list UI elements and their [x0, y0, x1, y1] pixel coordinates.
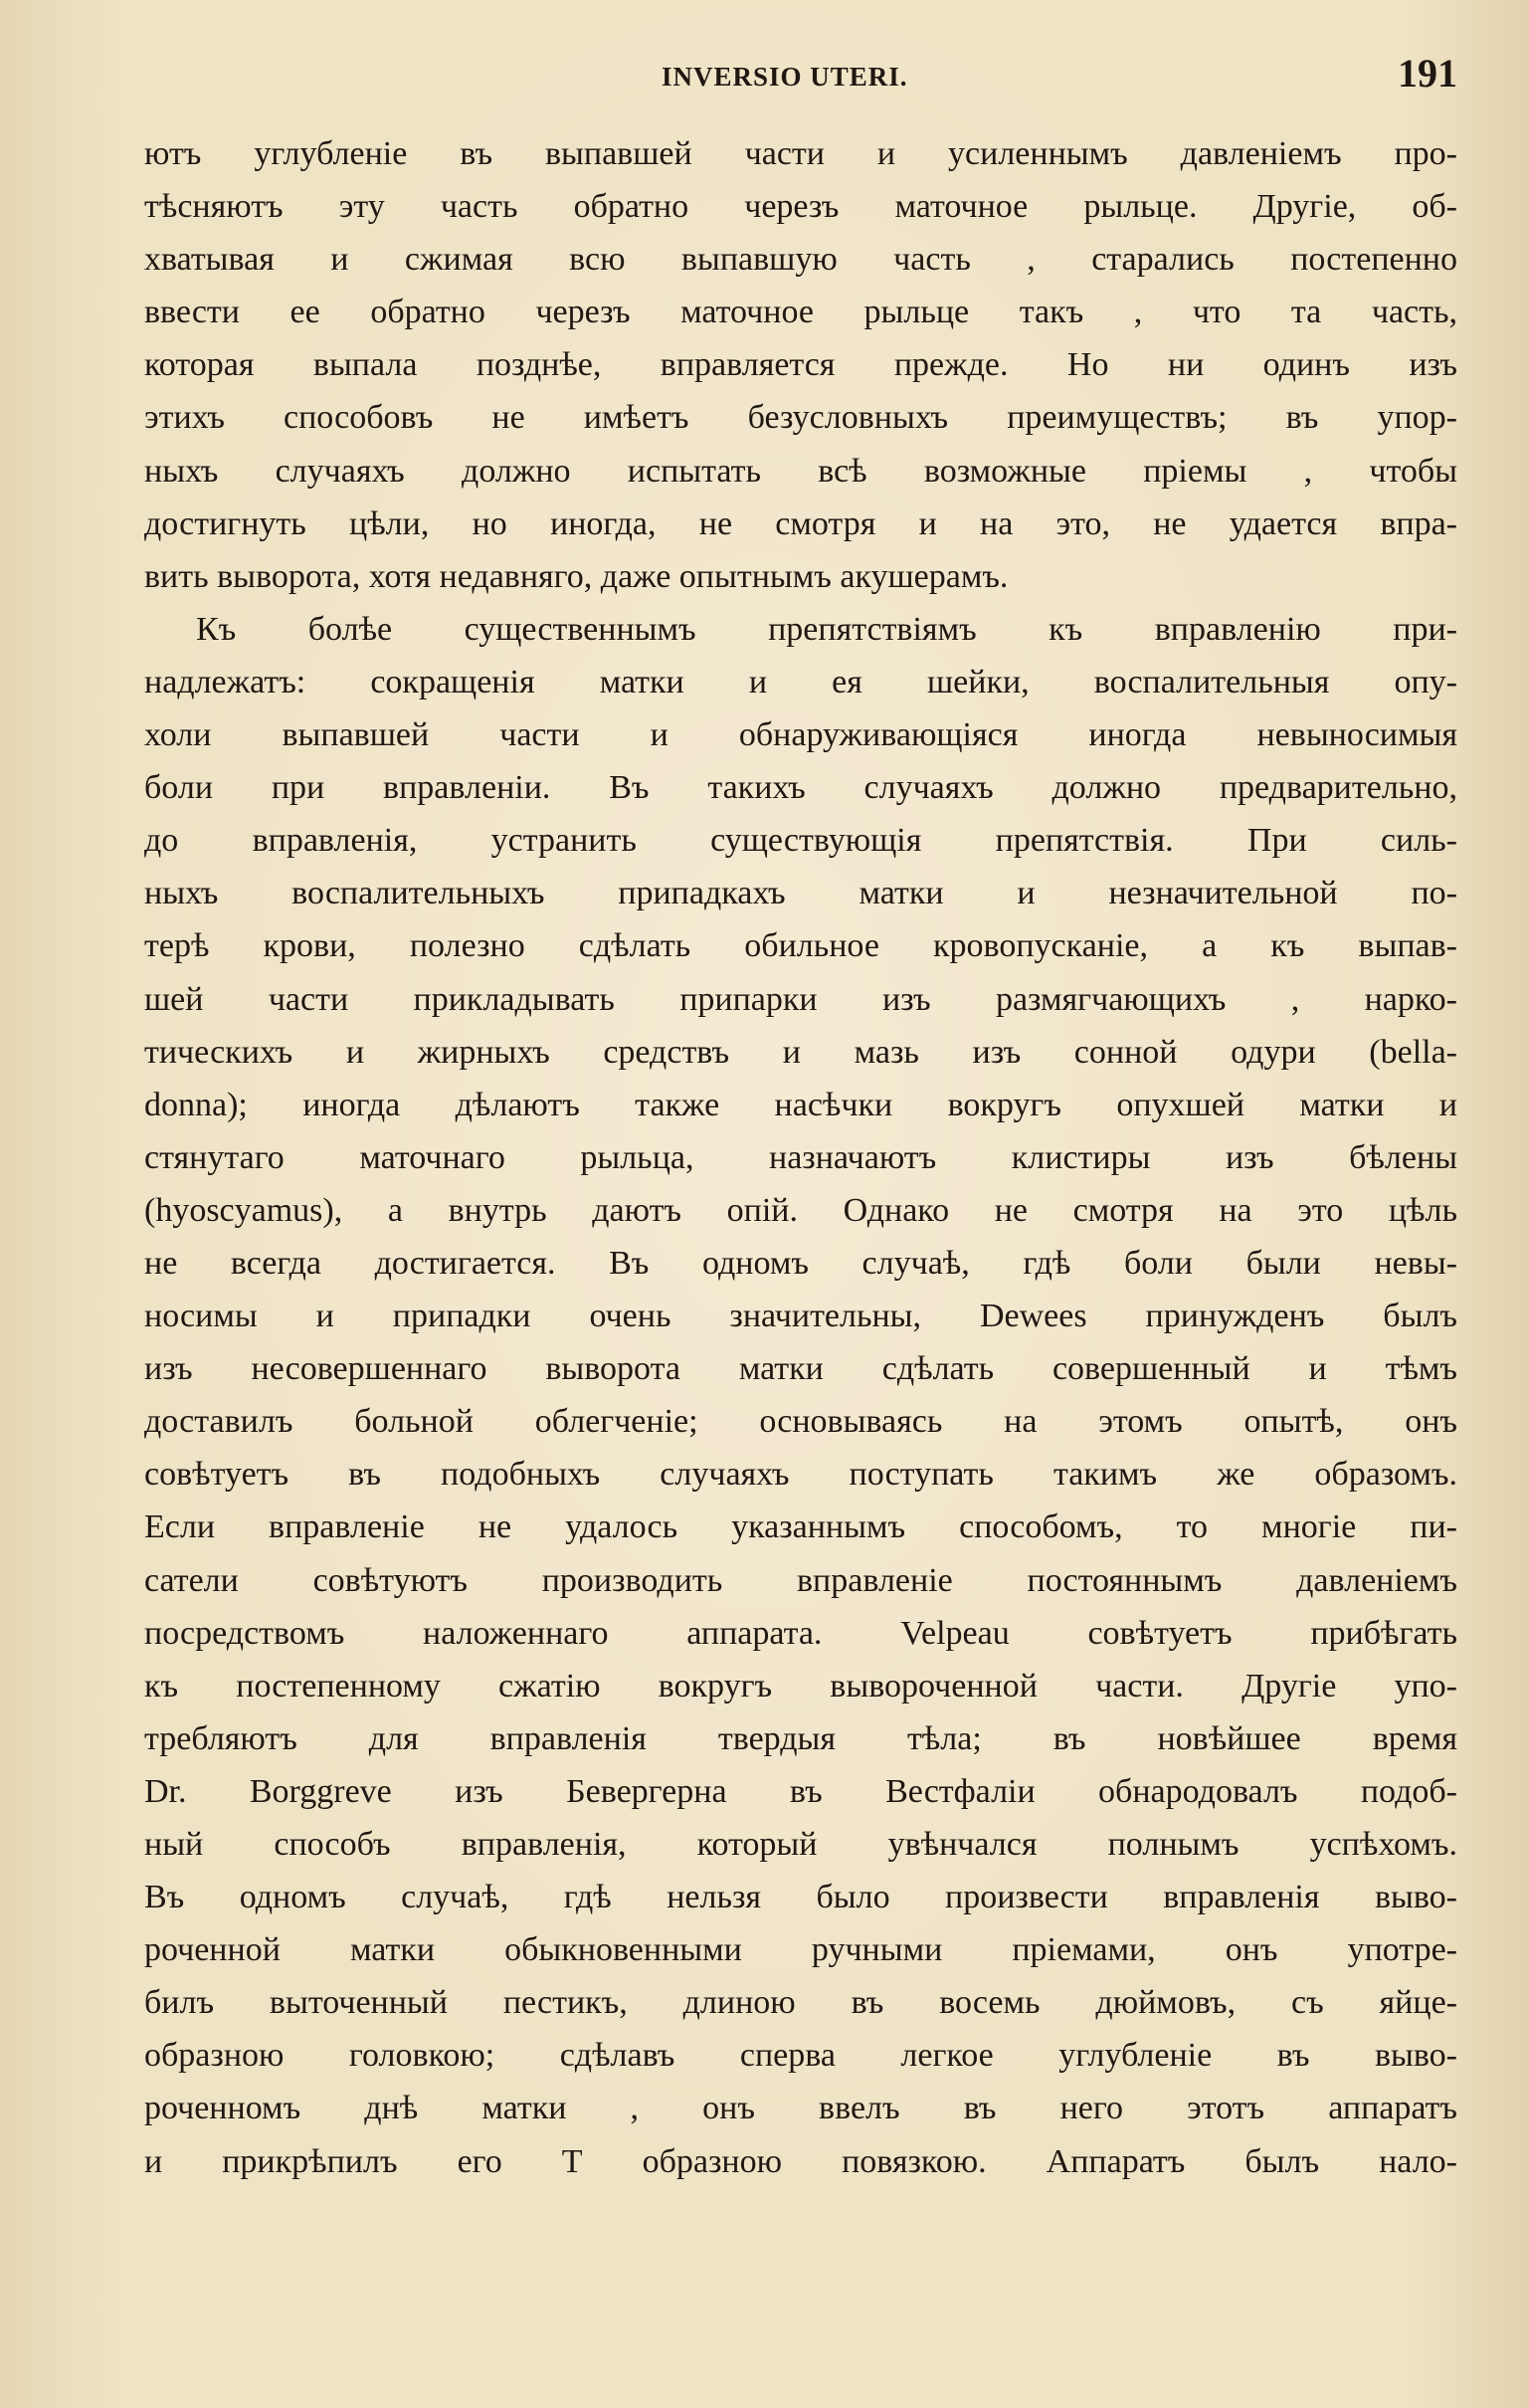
text-line: которая выпала позднѣе, вправляется прежде. Но ни одинъ изъ	[144, 346, 1457, 384]
text-line: терѣ крови, полезно сдѣлать обильное кровопусканіе, а къ выпав-	[144, 927, 1457, 965]
text-line: этихъ способовъ не имѣетъ безусловныхъ преимуществъ; въ упор-	[144, 399, 1457, 437]
text-line: роченномъ днѣ матки , онъ ввелъ въ него этотъ аппаратъ	[144, 2090, 1457, 2127]
text-line: холи выпавшей части и обнаруживающіяся иногда невыносимыя	[144, 716, 1457, 754]
text-line: ютъ углубленіе въ выпавшей части и усиленнымъ давленіемъ про-	[144, 135, 1457, 172]
text-line: ввести ее обратно черезъ маточное рыльце такъ , что та часть,	[144, 294, 1457, 331]
page-header	[144, 50, 1457, 109]
text-line: стянутаго маточнаго рыльца, назначаютъ клистиры изъ бѣлены	[144, 1138, 1457, 1176]
text-line: не всегда достигается. Въ одномъ случаѣ, гдѣ боли были невы-	[144, 1244, 1457, 1282]
text-line: къ постепенному сжатію вокругъ вывороченной части. Другіе упо-	[144, 1667, 1457, 1705]
text-line: совѣтуетъ въ подобныхъ случаяхъ поступать такимъ же образомъ.	[144, 1456, 1457, 1494]
text-line: шей части прикладывать припарки изъ размягчающихъ , нарко-	[144, 980, 1457, 1018]
text-line: носимы и припадки очень значительны, Dewees принужденъ былъ	[144, 1298, 1457, 1335]
text-line: donna); иногда дѣлаютъ также насѣчки вокругъ опухшей матки и	[144, 1086, 1457, 1123]
text-line: роченной матки обыкновенными ручными пріемами, онъ употре-	[144, 1931, 1457, 1969]
text-line: сатели совѣтуютъ производить вправленіе постояннымъ давленіемъ	[144, 1561, 1457, 1599]
running-head: INVERSIO UTERI.	[662, 62, 908, 92]
text-line: Въ одномъ случаѣ, гдѣ нельзя было произвести вправленія выво-	[144, 1879, 1457, 1916]
body-text	[144, 127, 1457, 2188]
text-line: хватывая и сжимая всю выпавшую часть , старались постепенно	[144, 241, 1457, 279]
text-line: Dr. Borggreve изъ Бевергерна въ Вестфаліи обнародовалъ подоб-	[144, 1772, 1457, 1810]
text-line: тѣсняютъ эту часть обратно черезъ маточное рыльце. Другіе, об-	[144, 188, 1457, 226]
text-line: (hyoscyamus), а внутрь даютъ опій. Однако не смотря на это цѣль	[144, 1191, 1457, 1229]
text-line: изъ несовершеннаго выворота матки сдѣлать совершенный и тѣмъ	[144, 1350, 1457, 1388]
text-line: боли при вправленіи. Въ такихъ случаяхъ должно предварительно,	[144, 769, 1457, 807]
text-line: доставилъ больной облегченіе; основываясь на этомъ опытѣ, онъ	[144, 1403, 1457, 1441]
text-line: Къ болѣе существеннымъ препятствіямъ къ вправленію при-	[196, 610, 1457, 648]
text-line: тическихъ и жирныхъ средствъ и мазь изъ сонной одури (bella-	[144, 1033, 1457, 1071]
text-line: и прикрѣпилъ его Т образною повязкою. Аппаратъ былъ нало-	[144, 2142, 1457, 2180]
text-line: требляютъ для вправленія твердыя тѣла; въ новѣйшее время	[144, 1719, 1457, 1757]
text-line: посредствомъ наложеннаго аппарата. Velpeau совѣтуетъ прибѣгать	[144, 1614, 1457, 1652]
text-line: билъ выточенный пестикъ, длиною въ восемь дюймовъ, съ яйце-	[144, 1984, 1457, 2022]
text-line: ныхъ воспалительныхъ припадкахъ матки и незначительной по-	[144, 875, 1457, 912]
text-line: вить выворота, хотя недавняго, даже опытнымъ акушерамъ.	[144, 557, 1009, 595]
text-line: ныхъ случаяхъ должно испытать всѣ возможные пріемы , чтобы	[144, 452, 1457, 490]
text-line: надлежатъ: сокращенія матки и ея шейки, воспалительныя опу-	[144, 663, 1457, 701]
text-line: Если вправленіе не удалось указаннымъ способомъ, то многіе пи-	[144, 1508, 1457, 1546]
text-line: до вправленія, устранить существующія препятствія. При силь-	[144, 822, 1457, 860]
text-line: достигнуть цѣли, но иногда, не смотря и на это, не удается впра-	[144, 504, 1457, 542]
page-number: 191	[1398, 51, 1457, 96]
text-line: ный способъ вправленія, который увѣнчался полнымъ успѣхомъ.	[144, 1826, 1457, 1863]
text-line: образною головкою; сдѣлавъ сперва легкое углубленіе въ выво-	[144, 2037, 1457, 2075]
